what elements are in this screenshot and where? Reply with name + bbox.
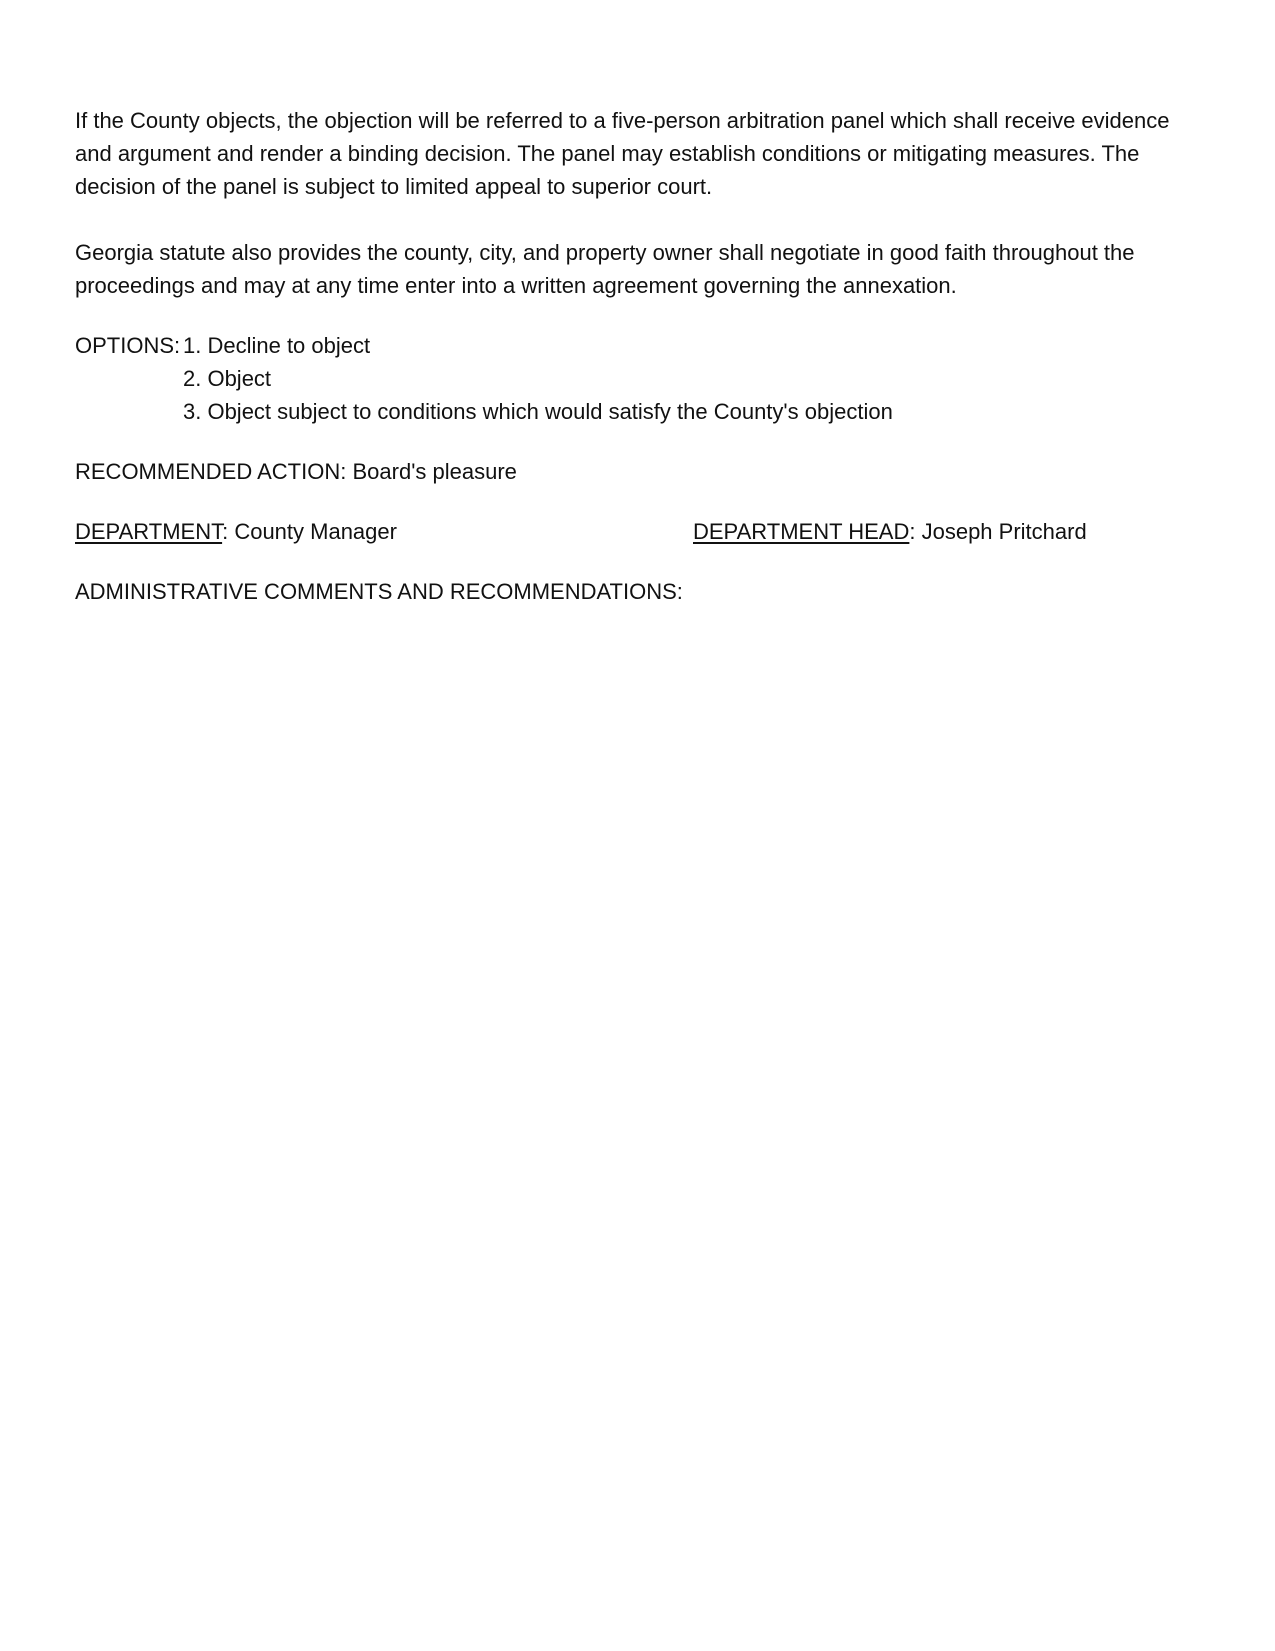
recommended-action-label: RECOMMENDED ACTION:: [75, 459, 347, 484]
options-list: [183, 329, 893, 428]
department-value: : County Manager: [222, 519, 397, 544]
option-item-3: 3. Object subject to conditions which would satisfy the County's objection: [183, 399, 893, 424]
department-head-value: : Joseph Pritchard: [909, 519, 1087, 544]
section-spacer: [75, 302, 1205, 329]
department: [75, 515, 693, 548]
section-spacer: [75, 428, 1205, 455]
section-spacer: [75, 548, 1205, 575]
paragraph-georgia-statute: Georgia statute also provides the county, city, and property owner shall negotiate in good faith throughout the proceedings and may at any time enter into a written agreement governing the annexation.: [75, 240, 1135, 298]
department-head-label: DEPARTMENT HEAD: [693, 519, 910, 544]
option-item-2: 2. Object: [183, 366, 272, 391]
options-label: OPTIONS:: [75, 333, 181, 358]
department-head: [693, 515, 1087, 548]
department-label: DEPARTMENT: [75, 519, 223, 544]
recommended-action: [75, 455, 1205, 488]
section-spacer: [75, 488, 1205, 515]
option-item-1: 1. Decline to object: [183, 333, 371, 358]
paragraph-arbitration: If the County objects, the objection will be referred to a five-person arbitration panel which shall receive evidence and argument and render a binding decision. The panel may establish conditions or mitigating measures. The decision of the panel is subject to limited appeal to superior court.: [75, 108, 1170, 199]
options-section: [75, 329, 1205, 428]
recommended-action-value: Board's pleasure: [352, 459, 517, 484]
department-row: [75, 515, 1205, 548]
document-page: [75, 104, 1205, 608]
paragraph-spacer: [75, 203, 1205, 236]
administrative-comments-label: ADMINISTRATIVE COMMENTS AND RECOMMENDATIONS:: [75, 579, 683, 604]
